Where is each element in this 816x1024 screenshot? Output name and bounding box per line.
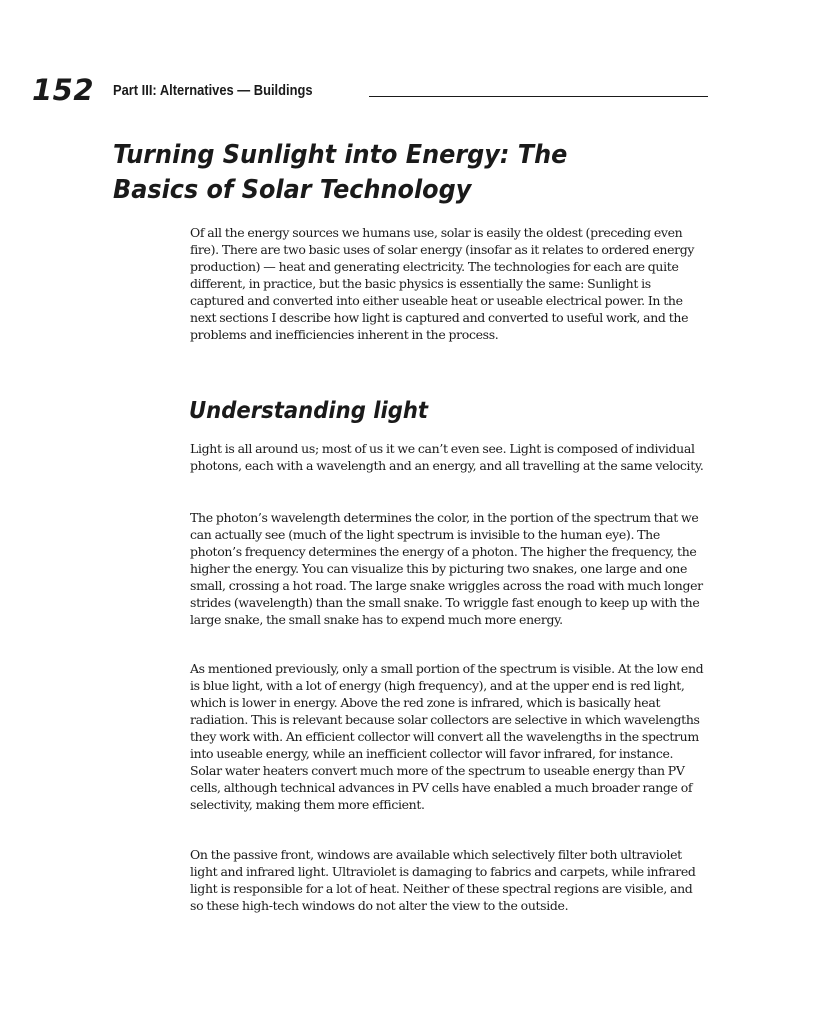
running-head: Part III: Alternatives — Buildings [113, 82, 313, 99]
section-heading: Understanding light [189, 398, 429, 424]
page-header [32, 74, 708, 106]
header-rule [369, 96, 708, 97]
body-paragraph: The photon’s wavelength determines the color, in the portion of the spectrum that we can actually see (much of the light spectrum is invisible to the human eye). The photon’s frequency determines the energy of a photon. The higher the frequency, the higher the energy. You can visualize this by picturing two snakes, one large and one small, crossing a hot road. The large snake wriggles across the road with much longer strides (wavelength) than the small snake. To wriggle fast enough to keep up with the large snake, the small snake has to expend much more energy. [190, 510, 703, 627]
intro-paragraph: Of all the energy sources we humans use, solar is easily the oldest (preceding even fire). There are two basic uses of solar energy (insofar as it relates to ordered energy production) — heat and generating electricity. The technologies for each are quite different, in practice, but the basic physics is essentially the same: Sunlight is captured and converted into either useable heat or useable electrical power. In the next sections I describe how light is captured and converted to useful work, and the problems and inefficiencies inherent in the process. [190, 225, 695, 342]
body-paragraph: On the passive front, windows are available which selectively filter both ultraviolet light and infrared light. Ultraviolet is damaging to fabrics and carpets, while infrared light is responsible for a lot of heat. Neither of these spectral regions are visible, and so these high-tech windows do not alter the view to the outside. [190, 847, 696, 913]
body-paragraph: Light is all around us; most of us it we can’t even see. Light is composed of individual photons, each with a wavelength and an energy, and all travelling at the same velocity. [190, 441, 704, 473]
chapter-title: Turning Sunlight into Energy: The Basics of Solar Technology [113, 140, 568, 205]
page-number: 152 [32, 73, 95, 107]
body-paragraph: As mentioned previously, only a small portion of the spectrum is visible. At the low end is blue light, with a lot of energy (high frequency), and at the upper end is red light, which is lower in energy. Above the red zone is infrared, which is basically heat radiation. This is relevant because solar collectors are selective in which wavelengths they work with. An efficient collector will convert all the wavelengths in the spectrum into useable energy, while an inefficient collector will favor infrared, for instance. Solar water heaters convert much more of the spectrum to useable energy than PV cells, although technical advances in PV cells have enabled a much broader range of selectivity, making them more efficient. [190, 661, 704, 812]
